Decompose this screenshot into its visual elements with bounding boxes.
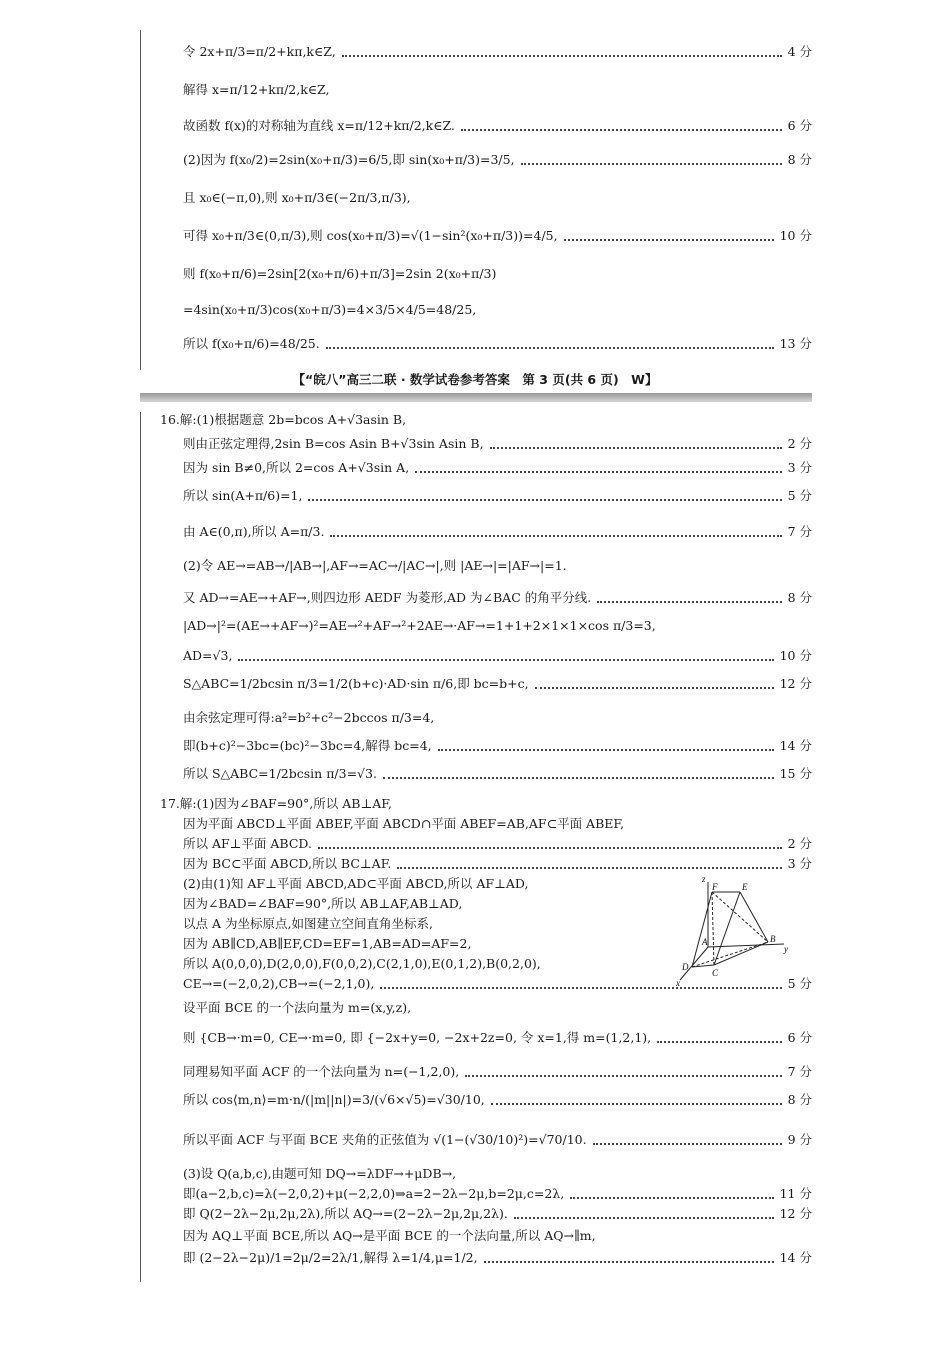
q17-solution-line: [183, 1030, 812, 1046]
dot-leader: [318, 846, 782, 849]
q17-solution-line: [183, 916, 663, 932]
label-a: A: [702, 937, 708, 947]
solution-text: (2)因为 f(x₀/2)=2sin(x₀+π/3)=6/5,即 sin(x₀+π/3)=3/5,: [183, 152, 515, 167]
q16-solution-line: [183, 488, 812, 504]
q17-solution-line: [183, 1064, 812, 1080]
top-solution-line: [183, 152, 812, 168]
q17-solution-line: [183, 1000, 411, 1016]
score-label: 10 分: [779, 648, 812, 663]
q16-solution-line: [183, 766, 812, 782]
solution-text: 设平面 BCE 的一个法向量为 m=(x,y,z),: [183, 1000, 412, 1015]
solution-text: 由余弦定理可得:a²=b²+c²−2bccos π/3=4,: [183, 710, 435, 725]
solution-text: CE→=(−2,0,2),CB→=(−2,1,0),: [183, 976, 375, 991]
q16-solution-line: [183, 648, 812, 664]
q17-solution-line: [183, 1092, 812, 1108]
solution-text: AD=√3,: [183, 648, 233, 663]
edge-ec: [714, 892, 740, 965]
solution-text: (2)由(1)知 AF⊥平面 ABCD,AD⊂平面 ABCD,所以 AF⊥AD,: [183, 876, 529, 891]
solution-text: (3)设 Q(a,b,c),由题可知 DQ→=λDF→+μDB→,: [183, 1166, 457, 1181]
solution-text: 即 Q(2−2λ−2μ,2μ,2λ),所以 AQ→=(2−2λ−2μ,2μ,2λ).: [183, 1206, 508, 1221]
score-label: 5 分: [787, 488, 812, 503]
edge-fc: [712, 892, 714, 965]
page-top: [0, 0, 950, 395]
page-separator: [140, 393, 812, 402]
edge-fb: [712, 892, 768, 942]
dot-leader: [415, 470, 781, 473]
y-axis: [708, 944, 784, 947]
q17-solution-line: [183, 1166, 456, 1182]
q16-solution-line: [183, 590, 812, 606]
solution-text: 所以 f(x₀+π/6)=48/25.: [183, 336, 320, 351]
q16-solution-line: [160, 412, 406, 428]
label-z: z: [702, 874, 706, 884]
dot-leader: [593, 1142, 782, 1145]
q16-solution-line: [183, 676, 812, 692]
label-e: E: [742, 882, 748, 892]
solution-text: 因为∠BAD=∠BAF=90°,所以 AB⊥AF,AB⊥AD,: [183, 896, 463, 911]
q17-solution-line: [183, 956, 663, 972]
score-label: 3 分: [787, 856, 812, 871]
solution-text: 所以 cos⟨m,n⟩=m·n/(|m||n|)=3/(√6×√5)=√30/10,: [183, 1092, 485, 1107]
solution-text: 即(a−2,b,c)=λ(−2,0,2)+μ(−2,2,0)⇒a=2−2λ−2μ,b=2μ,c=2λ,: [183, 1186, 565, 1201]
solution-text: 因为 BC⊂平面 ABCD,所以 BC⊥AF.: [183, 856, 392, 871]
score-label: 7 分: [787, 524, 812, 539]
solution-text: 所以平面 ACF 与平面 BCE 夹角的正弦值为 √(1−(√30/10)²)=√70/10.: [183, 1132, 587, 1147]
q17-solution-line: [183, 1186, 812, 1202]
q16-solution-line: [183, 460, 812, 476]
score-label: 4 分: [787, 44, 812, 59]
solution-text: (2)令 AE→=AB→/|AB→|,AF→=AC→/|AC→|,则 |AE→|=|AF→|=1.: [183, 558, 567, 573]
score-label: 6 分: [787, 118, 812, 133]
solution-text: 可得 x₀+π/3∈(0,π/3),则 cos(x₀+π/3)=√(1−sin²(x₀+π/3))=4/5,: [183, 228, 558, 243]
label-b: B: [770, 934, 776, 944]
solution-text: 因为 AB∥CD,AB∥EF,CD=EF=1,AB=AD=AF=2,: [183, 936, 472, 951]
dot-leader: [521, 162, 782, 165]
solution-text: 由 A∈(0,π),所以 A=π/3.: [183, 524, 325, 539]
score-label: 11 分: [779, 1186, 812, 1201]
q17-solution-line: [183, 1250, 812, 1266]
solution-text: 所以 S△ABC=1/2bcsin π/3=√3.: [183, 766, 377, 781]
top-solution-line: [183, 266, 496, 282]
q17-solution-line: [183, 1132, 812, 1148]
solution-text: 则由正弦定理得,2sin B=cos Asin B+√3sin Asin B,: [183, 436, 484, 451]
solution-text: 因为 AQ⊥平面 BCE,所以 AQ→是平面 BCE 的一个法向量,所以 AQ→∥m,: [183, 1228, 596, 1243]
dot-leader: [514, 1216, 774, 1219]
q17-solution-line: [183, 876, 663, 892]
dot-leader: [383, 776, 774, 779]
q17-solution-line: [183, 856, 812, 872]
q17-solution-line: [183, 836, 812, 852]
solution-text: 所以 A(0,0,0),D(2,0,0),F(0,0,2),C(2,1,0),E(0,1,2),B(0,2,0),: [183, 956, 541, 971]
q16-solution-line: [183, 618, 656, 634]
q16-solution-line: [183, 524, 812, 540]
score-label: 2 分: [787, 836, 812, 851]
label-x: x: [676, 978, 680, 988]
top-solution-line: [183, 118, 812, 134]
label-c: C: [712, 968, 719, 978]
score-label: 8 分: [787, 1092, 812, 1107]
top-solution-line: [183, 336, 812, 352]
solution-text: S△ABC=1/2bcsin π/3=1/2(b+c)·AD·sin π/6,即 bc=b+c,: [183, 676, 529, 691]
score-label: 8 分: [787, 590, 812, 605]
page-footer: 【“皖八”高三二联 · 数学试卷参考答案 第 3 页(共 6 页) W】: [292, 372, 658, 387]
dot-leader: [465, 1074, 781, 1077]
q16-solution-line: [183, 738, 812, 754]
solution-text: 令 2x+π/3=π/2+kπ,k∈Z,: [183, 44, 336, 59]
solution-text: 同理易知平面 ACF 的一个法向量为 n=(−1,2,0),: [183, 1064, 460, 1079]
score-label: 7 分: [787, 1064, 812, 1079]
label-y: y: [784, 944, 788, 954]
solution-text: 则 {CB→·m=0, CE→·m=0, 即 {−2x+y=0, −2x+2z=0, 令 x=1,得 m=(1,2,1),: [183, 1030, 652, 1045]
score-label: 6 分: [787, 1030, 812, 1045]
solution-text: |AD→|²=(AE→+AF→)²=AE→²+AF→²+2AE→·AF→=1+1+2×1×1×cos π/3=3,: [183, 618, 656, 633]
q16-solution-line: [183, 710, 434, 726]
solution-text: =4sin(x₀+π/3)cos(x₀+π/3)=4×3/5×4/5=48/25,: [183, 302, 477, 317]
edge-fd: [692, 892, 712, 967]
dot-leader: [397, 866, 781, 869]
dot-leader: [238, 658, 773, 661]
solution-text: 16.解:(1)根据题意 2b=bcos A+√3asin B,: [160, 412, 407, 427]
solution-text: 又 AD→=AE→+AF→,则四边形 AEDF 为菱形,AD 为∠BAC 的角平分线.: [183, 590, 592, 605]
score-label: 14 分: [779, 738, 812, 753]
q17-solution-line: [183, 1228, 596, 1244]
score-label: 8 分: [787, 152, 812, 167]
dot-leader: [484, 1260, 774, 1263]
q17-solution-line: [183, 1206, 812, 1222]
solution-text: 且 x₀∈(−π,0),则 x₀+π/3∈(−2π/3,π/3),: [183, 190, 411, 205]
score-label: 10 分: [779, 228, 812, 243]
score-label: 9 分: [787, 1132, 812, 1147]
page-bottom: [0, 402, 950, 1345]
q17-solution-line: [183, 936, 663, 952]
solution-text: 即(b+c)²−3bc=(bc)²−3bc=4,解得 bc=4,: [183, 738, 432, 753]
dot-leader: [308, 498, 781, 501]
q17-solution-line: [183, 896, 663, 912]
top-solution-line: [183, 44, 812, 60]
solution-text: 因为平面 ABCD⊥平面 ABEF,平面 ABCD∩平面 ABEF=AB,AF⊂平面 ABEF,: [183, 816, 625, 831]
dot-leader: [490, 446, 782, 449]
solid-figure-diagram: [672, 872, 802, 992]
solution-text: 所以 AF⊥平面 ABCD.: [183, 836, 312, 851]
dot-leader: [330, 534, 781, 537]
dot-leader: [570, 1196, 773, 1199]
solution-text: 所以 sin(A+π/6)=1,: [183, 488, 303, 503]
dot-leader: [535, 686, 774, 689]
q16-solution-line: [183, 558, 567, 574]
dot-leader: [326, 346, 774, 349]
edge-eb: [740, 892, 768, 942]
score-label: 15 分: [779, 766, 812, 781]
dot-leader: [657, 1040, 781, 1043]
dot-leader: [342, 54, 782, 57]
score-label: 3 分: [787, 460, 812, 475]
q17-solution-line: [183, 816, 624, 832]
top-solution-line: [183, 190, 411, 206]
score-label: 12 分: [779, 676, 812, 691]
solution-text: 则 f(x₀+π/6)=2sin[2(x₀+π/6)+π/3]=2sin 2(x₀+π/3): [183, 266, 497, 281]
q16-solution-line: [183, 436, 812, 452]
score-label: 12 分: [779, 1206, 812, 1221]
solution-text: 故函数 f(x)的对称轴为直线 x=π/12+kπ/2,k∈Z.: [183, 118, 455, 133]
edge-dc: [692, 965, 714, 967]
solution-text: 解得 x=π/12+kπ/2,k∈Z,: [183, 82, 330, 97]
dot-leader: [597, 600, 781, 603]
label-d: D: [682, 962, 689, 972]
label-f: F: [712, 882, 718, 892]
score-label: 5 分: [787, 976, 812, 991]
solution-text: 17.解:(1)因为∠BAF=90°,所以 AB⊥AF,: [160, 796, 392, 811]
top-solution-line: [183, 302, 476, 318]
score-label: 2 分: [787, 436, 812, 451]
top-solution-line: [183, 228, 812, 244]
dot-leader: [564, 238, 774, 241]
dot-leader: [491, 1102, 782, 1105]
top-solution-line: [183, 82, 330, 98]
solution-text: 因为 sin B≠0,所以 2=cos A+√3sin A,: [183, 460, 410, 475]
score-label: 14 分: [779, 1250, 812, 1265]
dot-leader: [438, 748, 774, 751]
q17-solution-line: [160, 796, 392, 812]
solution-text: 以点 A 为坐标原点,如图建立空间直角坐标系,: [183, 916, 433, 931]
solution-text: 即 (2−2λ−2μ)/1=2μ/2=2λ/1,解得 λ=1/4,μ=1/2,: [183, 1250, 478, 1265]
dot-leader: [461, 128, 782, 131]
score-label: 13 分: [779, 336, 812, 351]
